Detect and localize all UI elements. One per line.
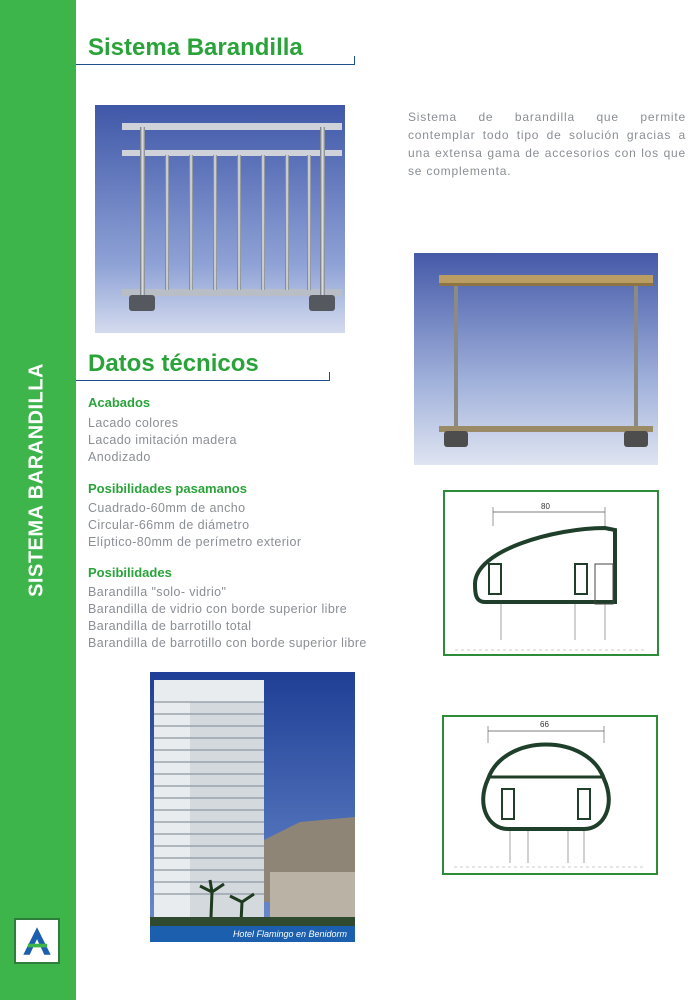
list-item: Elíptico-80mm de perímetro exterior: [88, 535, 302, 549]
pasamanos-heading: Posibilidades pasamanos: [88, 481, 247, 496]
side-band: [0, 0, 76, 1000]
list-item: Circular-66mm de diámetro: [88, 518, 250, 532]
acabados-heading: Acabados: [88, 395, 151, 410]
list-item: Anodizado: [88, 450, 151, 464]
intro-text: Sistema de barandilla que permite contemplar todo tipo de solución gracias a una extensa gama de accesorios con los que se complementa.: [408, 110, 686, 178]
railing-photo-bars: [95, 105, 345, 333]
side-label: SISTEMA BARANDILLA: [25, 363, 48, 597]
title-underline-tick: [354, 56, 355, 65]
list-item: Barandilla de barrotillo total: [88, 619, 252, 633]
company-logo: [14, 918, 60, 964]
posibilidades-heading: Posibilidades: [88, 565, 172, 580]
list-item: Lacado imitación madera: [88, 433, 237, 447]
page-title: Sistema Barandilla: [88, 34, 303, 61]
acabados-list: [88, 415, 237, 466]
posibilidades-list: [88, 584, 367, 652]
list-item: Barandilla de vidrio con borde superior libre: [88, 602, 348, 616]
elliptic-dimension: 80: [541, 502, 550, 511]
technical-underline-tick: [329, 372, 330, 381]
profile-drawing-circular: [442, 715, 658, 875]
hotel-photo: [150, 672, 355, 942]
logo-icon: [16, 920, 58, 962]
profile-drawing-elliptic: [443, 490, 659, 656]
circular-dimension: 66: [540, 720, 549, 729]
list-item: Cuadrado-60mm de ancho: [88, 501, 246, 515]
list-item: Lacado colores: [88, 416, 179, 430]
list-item: Barandilla "solo- vidrio": [88, 585, 227, 599]
railing-photo-wood: [414, 253, 658, 465]
hotel-caption: Hotel Flamingo en Benidorm: [150, 926, 355, 942]
title-underline: [76, 64, 355, 65]
pasamanos-list: [88, 500, 301, 551]
technical-title: Datos técnicos: [88, 350, 259, 377]
list-item: Barandilla de barrotillo con borde superior libre: [88, 636, 367, 650]
technical-underline: [76, 380, 330, 381]
